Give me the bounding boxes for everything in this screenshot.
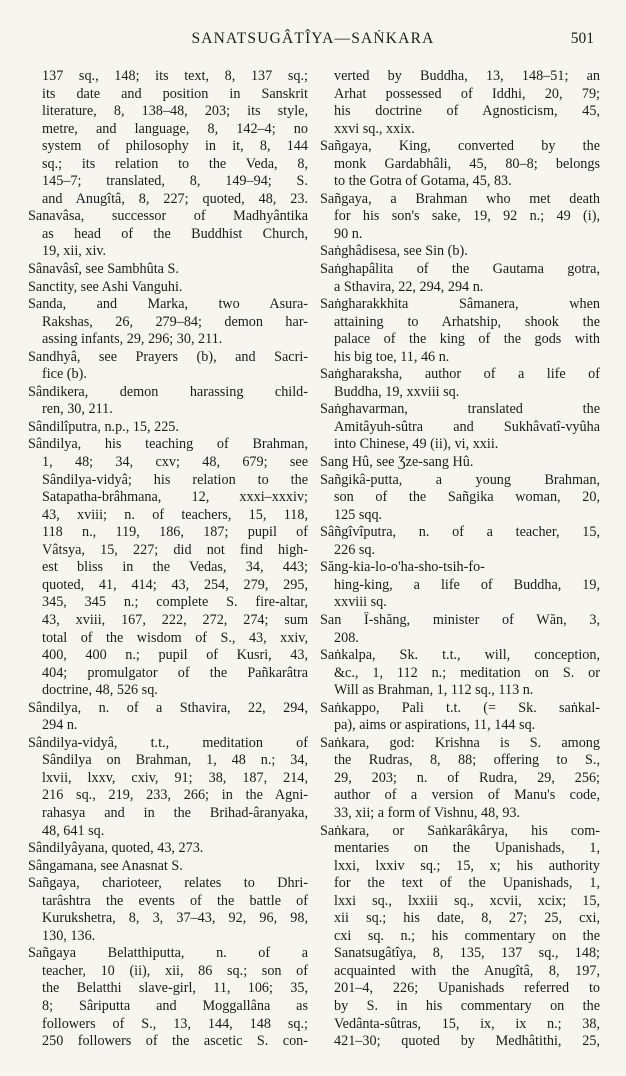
index-line: quoted, 41, 414; 43, 254, 279, 295, xyxy=(42,576,308,593)
index-line: Sañgikâ-putta, a young Brahman, xyxy=(320,471,600,488)
index-line: Sândilya-vidyâ, t.t., meditation of xyxy=(28,734,308,751)
index-line: 137 sq., 148; its text, 8, 137 sq.; xyxy=(42,68,308,84)
index-line: Sândilya-vidyâ; his relation to the xyxy=(42,471,308,488)
index-line: Will as Brahman, 1, 112 sq., 113 n. xyxy=(334,682,534,699)
index-line: Sañgaya, King, converted by the xyxy=(320,138,600,155)
index-line: followers of S., 13, 144, 148 sq.; xyxy=(42,1015,308,1032)
index-line: 29, 203; n. of Rudra, 29, 256; xyxy=(334,769,600,786)
index-line: Saṅghapâlita of the Gautama gotra, xyxy=(320,261,600,278)
index-line: 118 n., 119, 186, 187; pupil of xyxy=(42,524,308,541)
index-line: acquainted with the Anugîtâ, 8, 197, xyxy=(334,962,600,979)
index-line: the Belatthi slave-girl, 11, 106; 35, xyxy=(42,980,308,997)
index-line: monk Gardabhâli, 45, 80–8; belongs xyxy=(334,155,600,172)
index-line: the Rudras, 8, 88; offering to S., xyxy=(334,752,600,769)
index-line: Satapatha-brâhmana, 12, xxxi–xxxiv; xyxy=(42,489,308,506)
index-line: Sanctity, see Ashi Vanguhi. xyxy=(28,278,183,295)
index-line: xii sq.; his date, 8, 27; 25, cxi, xyxy=(334,910,600,927)
index-line: 48, 641 sq. xyxy=(42,822,105,839)
index-line: 404; promulgator of the Pañkarâtra xyxy=(42,664,308,681)
index-line: Sângamana, see Anasnat S. xyxy=(28,857,183,874)
index-line: doctrine, 48, 526 sq. xyxy=(42,682,158,699)
index-line: system of philosophy in it, 8, 144 xyxy=(42,138,308,155)
index-line: 250 followers of the ascetic S. con- xyxy=(42,1033,308,1050)
index-line: Sândikera, demon harassing child- xyxy=(28,383,308,400)
index-line: Buddha, 19, xxviii sq. xyxy=(334,383,460,400)
index-line: Săng-kia-lo-o'ha-sho-tsih-fo- xyxy=(320,559,485,576)
index-line: Amitâyuh-sûtra and Sukhâvatî-vyûha xyxy=(334,418,600,435)
index-line: its date and position in Sanskrit xyxy=(42,85,308,102)
index-line: Saṅkappo, Pali t.t. (= Sk. saṅkal- xyxy=(320,699,600,716)
index-line: teacher, 10 (ii), xii, 86 sq.; son of xyxy=(42,962,308,979)
index-line: palace of the king of the gods with xyxy=(334,331,600,348)
index-line: Sânavâsî, see Sambhûta S. xyxy=(28,261,179,278)
index-line: rahasya and in the Brihad-âranyaka, xyxy=(42,804,308,821)
index-line: Saṅghavarman, translated the xyxy=(320,401,600,418)
index-line: 125 sqq. xyxy=(334,506,383,523)
index-line: his doctrine of Agnosticism, 45, xyxy=(334,103,600,120)
index-line: 400, 400 n.; pupil of Kusri, 43, xyxy=(42,647,308,664)
index-line: by S. in his commentary on the xyxy=(334,997,600,1014)
index-line: Sandhyâ, see Prayers (b), and Sacri- xyxy=(28,348,308,365)
index-line: Arhat possessed of Iddhi, 20, 79; xyxy=(334,85,600,102)
index-line: 294 n. xyxy=(42,717,78,734)
index-line: 43, xviii; n. of teachers, 15, 118, xyxy=(42,506,308,523)
index-line: lxxi sq., lxxiii sq., xcvii, xcix; 15, xyxy=(334,892,600,909)
index-line: hing-king, a life of Buddha, 19, xyxy=(334,576,600,593)
index-line: Sañgaya, a Brahman who met death xyxy=(320,190,600,207)
index-line: metre, and language, 8, 142–4; no xyxy=(42,120,308,137)
index-line: assing infants, 29, 296; 30, 211. xyxy=(42,331,223,348)
index-line: 19, xii, xiv. xyxy=(42,243,107,260)
index-line: 201–4, 226; Upanishads referred to xyxy=(334,980,600,997)
index-columns xyxy=(28,68,600,1051)
index-line: author of a version of Manu's code, xyxy=(334,787,600,804)
index-line: Saṅkara, or Saṅkarâkârya, his com- xyxy=(320,822,600,839)
index-line: 33, xii; a form of Vishnu, 48, 93. xyxy=(334,804,521,821)
index-line: and Anugîtâ, 8, 227; quoted, 48, 23. xyxy=(42,190,308,207)
left-column xyxy=(28,68,308,1051)
index-line: 421–30; quoted by Medhâtithi, 25, xyxy=(334,1033,600,1050)
index-line: tarâshtra the events of the battle of xyxy=(42,892,308,909)
index-line: est bliss in the Vedas, 34, 443; xyxy=(42,559,308,576)
index-line: Rakshas, 26, 279–84; demon har- xyxy=(42,313,308,330)
index-line: Vâtsya, 15, 227; did not find high- xyxy=(42,541,308,558)
index-line: 43, xviii, 167, 222, 272, 274; sum xyxy=(42,611,308,628)
index-line: 8; Sâriputta and Moggallâna as xyxy=(42,997,308,1014)
index-line: 226 sq. xyxy=(334,541,375,558)
index-line: lxvii, lxxv, cxiv, 91; 38, 187, 214, xyxy=(42,769,308,786)
index-line: Sanatsugâtîya, 8, 135, 137 sq., 148; xyxy=(334,945,600,962)
index-line: total of the wisdom of S., 43, xxiv, xyxy=(42,629,308,646)
index-line: Saṅgharaksha, author of a life of xyxy=(320,366,600,383)
index-line: 345, 345 n.; complete S. fire-altar, xyxy=(42,594,308,611)
index-line: into Chinese, 49 (ii), vi, xxii. xyxy=(334,436,499,453)
index-line: literature, 8, 138–48, 203; its style, xyxy=(42,103,308,120)
index-line: attaining to Arhatship, shook the xyxy=(334,313,600,330)
index-line: as head of the Buddhist Church, xyxy=(42,225,308,242)
index-line: 1, 48; 34, cxv; 48, 679; see xyxy=(42,454,308,471)
index-line: for his son's sake, 19, 92 n.; 49 (i), xyxy=(334,208,600,225)
index-line: 145–7; translated, 8, 149–94; S. xyxy=(42,173,308,190)
index-line: for the text of the Upanishads, 1, xyxy=(334,875,600,892)
index-line: cxi sq. n.; his commentary on the xyxy=(334,927,600,944)
index-line: xxviii sq. xyxy=(334,594,387,611)
index-line: Sândilîputra, n.p., 15, 225. xyxy=(28,418,179,435)
index-line: Sañgaya Belatthiputta, n. of a xyxy=(28,945,308,962)
index-line: Sanda, and Marka, two Asura- xyxy=(28,296,308,313)
index-line: a Sthavira, 22, 294, 294 n. xyxy=(334,278,484,295)
index-line: Sanavâsa, successor of Madhyântika xyxy=(28,208,308,225)
index-line: his big toe, 11, 46 n. xyxy=(334,348,450,365)
index-line: 90 n. xyxy=(334,225,363,242)
index-line: verted by Buddha, 13, 148–51; an xyxy=(334,68,600,84)
index-line: pa), aims or aspirations, 11, 144 sq. xyxy=(334,717,536,734)
index-line: sq.; its relation to the Veda, 8, xyxy=(42,155,308,172)
index-line: Sândilya, his teaching of Brahman, xyxy=(28,436,308,453)
running-title: SANATSUGÂTÎYA—SAṄKARA xyxy=(191,30,435,47)
index-line: to the Gotra of Gotama, 45, 83. xyxy=(334,173,512,190)
right-column xyxy=(320,68,600,1051)
index-line: Vedânta-sûtras, 15, ix, ix n.; 38, xyxy=(334,1015,600,1032)
index-line: Sândilyâyana, quoted, 43, 273. xyxy=(28,840,204,857)
index-line: 216 sq., 219, 233, 266; in the Agni- xyxy=(42,787,308,804)
index-line: Sañgaya, charioteer, relates to Dhri- xyxy=(28,875,308,892)
index-line: xxvi sq., xxix. xyxy=(334,120,415,137)
index-line: Saṅghâdisesa, see Sin (b). xyxy=(320,243,468,260)
index-line: Sândilya on Brahman, 1, 48 n.; 34, xyxy=(42,752,308,769)
index-line: fice (b). xyxy=(42,366,87,383)
index-line: son of the Sañgika woman, 20, xyxy=(334,489,600,506)
index-line: Sâñgîvîputra, n. of a teacher, 15, xyxy=(320,524,600,541)
index-line: 130, 136. xyxy=(42,927,96,944)
index-line: 208. xyxy=(334,629,359,646)
index-line: &c., 1, 112 n.; meditation on S. or xyxy=(334,664,600,681)
index-line: mentaries on the Upanishads, 1, xyxy=(334,840,600,857)
index-line: lxxi, lxxiv sq.; 15, x; his authority xyxy=(334,857,600,874)
running-header xyxy=(0,30,626,52)
index-line: Sândilya, n. of a Sthavira, 22, 294, xyxy=(28,699,308,716)
index-line: San Î-shăng, minister of Wăn, 3, xyxy=(320,611,600,628)
index-line: Saṅkalpa, Sk. t.t., will, conception, xyxy=(320,647,600,664)
index-line: Saṅkara, god: Krishna is S. among xyxy=(320,734,600,751)
index-line: ren, 30, 211. xyxy=(42,401,113,418)
index-line: Saṅgharakkhita Sâmanera, when xyxy=(320,296,600,313)
index-line: Kurukshetra, 8, 3, 37–43, 92, 96, 98, xyxy=(42,910,308,927)
page-number: 501 xyxy=(570,30,594,47)
index-line: Sang Hû, see Ʒze-sang Hû. xyxy=(320,454,474,471)
